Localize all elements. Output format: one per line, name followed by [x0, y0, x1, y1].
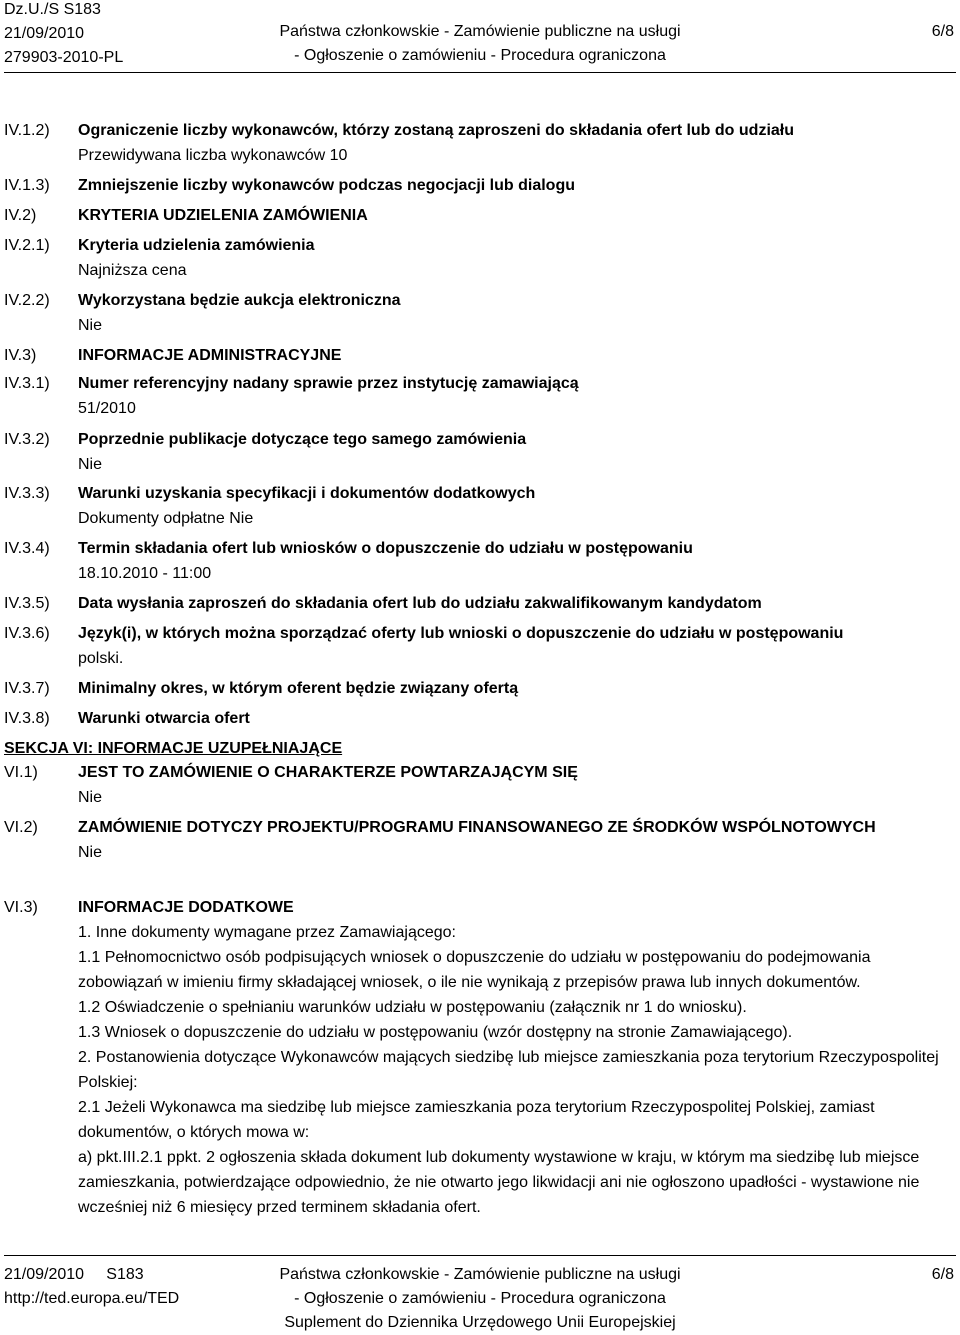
- clause-label: INFORMACJE DODATKOWE: [78, 899, 294, 916]
- clause-item: [0, 706, 960, 731]
- clause-item: [0, 815, 960, 865]
- clause-label: Warunki uzyskania specyfikacji i dokumentów dodatkowych: [78, 485, 536, 502]
- clause-number: IV.2.2): [4, 292, 50, 309]
- footer-title: Państwa członkowskie - Zamówienie publiczne na usługi: [279, 1266, 681, 1283]
- clause-item: [0, 173, 960, 198]
- page-number: 6/8: [931, 23, 954, 40]
- clause-value: Nie: [78, 844, 103, 861]
- clause-value: Dokumenty odpłatne Nie: [78, 510, 254, 527]
- clause-value: 1. Inne dokumenty wymagane przez Zamawiającego:: [78, 924, 456, 941]
- clause-item: [0, 760, 960, 810]
- clause-number: VI.3): [4, 899, 38, 916]
- clause-number: IV.3.1): [4, 375, 50, 392]
- header-divider: [4, 72, 956, 73]
- clause-number: IV.2.1): [4, 237, 50, 254]
- clause-value: Najniższa cena: [78, 262, 187, 279]
- footer-divider: [4, 1255, 956, 1256]
- clause-label: Kryteria udzielenia zamówienia: [78, 237, 315, 254]
- clause-value: Nie: [78, 789, 103, 806]
- clause-label: JEST TO ZAMÓWIENIE O CHARAKTERZE POWTARZAJĄCYM SIĘ: [78, 764, 578, 781]
- clause-label: Warunki otwarcia ofert: [78, 710, 250, 727]
- footer-subtitle: - Ogłoszenie o zamówieniu - Procedura ograniczona: [294, 1290, 666, 1307]
- clause-number: IV.3.4): [4, 540, 50, 557]
- clause-value: 2.1 Jeżeli Wykonawca ma siedzibę lub miejsce zamieszkania poza terytorium Rzeczypospolitej Polskiej, zamiast dokumentów, o których mowa w:: [78, 1099, 875, 1141]
- clause-number: VI.2): [4, 819, 38, 836]
- header-date: 21/09/2010: [4, 25, 85, 42]
- clause-number: IV.3): [4, 347, 37, 364]
- clause-item: [0, 895, 960, 1220]
- clause-label: Numer referencyjny nadany sprawie przez instytucję zamawiającą: [78, 375, 579, 392]
- clause-number: IV.1.2): [4, 122, 50, 139]
- footer-date-issue: 21/09/2010 S183: [4, 1266, 144, 1283]
- clause-label: INFORMACJE ADMINISTRACYJNE: [78, 347, 342, 364]
- clause-item: [0, 203, 960, 228]
- clause-label: Minimalny okres, w którym oferent będzie związany ofertą: [78, 680, 519, 697]
- clause-label: Poprzednie publikacje dotyczące tego samego zamówienia: [78, 431, 527, 448]
- clause-item: [0, 481, 960, 531]
- clause-item: [0, 427, 960, 477]
- clause-number: IV.3.8): [4, 710, 50, 727]
- clause-item: [0, 118, 960, 168]
- footer-supplement: Suplement do Dziennika Urzędowego Unii Europejskiej: [284, 1314, 676, 1331]
- clause-value: 51/2010: [78, 400, 136, 417]
- clause-number: IV.2): [4, 207, 37, 224]
- clause-item: [0, 233, 960, 283]
- clause-label: Język(i), w których można sporządzać oferty lub wnioski o dopuszczenie do udziału w postępowaniu: [78, 625, 844, 642]
- clause-item: [0, 536, 960, 586]
- clause-value: a) pkt.III.2.1 ppkt. 2 ogłoszenia składa dokument lub dokumenty wystawione w kraju, w którym ma siedzibę lub miejsce zamieszkania, potwierdzające odpowiednio, że nie otwarto jego likwidacji ani nie ogłoszono upadłości - wystawione nie wcześniej niż 6 miesięcy przed terminem składania ofert.: [78, 1149, 920, 1216]
- journal-ref: Dz.U./S S183: [4, 1, 101, 18]
- clause-item: [0, 621, 960, 671]
- clause-value: Nie: [78, 456, 103, 473]
- clause-item: [0, 371, 960, 421]
- footer-page-number: 6/8: [931, 1266, 954, 1283]
- clause-label: Zmniejszenie liczby wykonawców podczas negocjacji lub dialogu: [78, 177, 575, 194]
- clause-label: Ograniczenie liczby wykonawców, którzy zostaną zaproszeni do składania ofert lub do udziału: [78, 122, 794, 139]
- clause-value: 1.3 Wniosek o dopuszczenie do udziału w postępowaniu (wzór dostępny na stronie Zamawiającego).: [78, 1024, 793, 1041]
- clause-item: [0, 288, 960, 338]
- clause-number: IV.1.3): [4, 177, 50, 194]
- header-subtitle: - Ogłoszenie o zamówieniu - Procedura ograniczona: [294, 47, 666, 64]
- clause-value: 1.2 Oświadczenie o spełnianiu warunków udziału w postępowaniu (załącznik nr 1 do wniosku).: [78, 999, 747, 1016]
- notice-number: 279903-2010-PL: [4, 49, 124, 66]
- clause-number: IV.3.2): [4, 431, 50, 448]
- clause-item: [0, 591, 960, 616]
- clause-value: 2. Postanowienia dotyczące Wykonawców mających siedzibę lub miejsce zamieszkania poza terytorium Rzeczypospolitej Polskiej:: [78, 1049, 939, 1091]
- clause-value: Nie: [78, 317, 103, 334]
- clause-value: Przewidywana liczba wykonawców 10: [78, 147, 348, 164]
- clause-value: 1.1 Pełnomocnictwo osób podpisujących wniosek o dopuszczenie do udziału w postępowaniu do podejmowania zobowiązań w imieniu firmy składającej wniosek, o ile nie wynikają z przepisów prawa lub innych dokumentów.: [78, 949, 871, 991]
- footer-url[interactable]: http://ted.europa.eu/TED: [4, 1290, 180, 1307]
- clause-label: Data wysłania zaproszeń do składania ofert lub do udziału zakwalifikowanym kandydatom: [78, 595, 762, 612]
- clause-number: IV.3.5): [4, 595, 50, 612]
- clause-label: KRYTERIA UDZIELENIA ZAMÓWIENIA: [78, 207, 368, 224]
- clause-value: 18.10.2010 - 11:00: [78, 565, 212, 582]
- clause-item: [0, 343, 960, 368]
- clause-number: IV.3.6): [4, 625, 50, 642]
- section-heading: SEKCJA VI: INFORMACJE UZUPEŁNIAJĄCE: [4, 740, 343, 757]
- clause-item: [0, 676, 960, 701]
- clause-label: Termin składania ofert lub wniosków o dopuszczenie do udziału w postępowaniu: [78, 540, 693, 557]
- clause-label: Wykorzystana będzie aukcja elektroniczna: [78, 292, 401, 309]
- clause-number: IV.3.7): [4, 680, 50, 697]
- clause-value: polski.: [78, 650, 124, 667]
- clause-label: ZAMÓWIENIE DOTYCZY PROJEKTU/PROGRAMU FINANSOWANEGO ZE ŚRODKÓW WSPÓLNOTOWYCH: [78, 819, 876, 836]
- header-title: Państwa członkowskie - Zamówienie publiczne na usługi: [279, 23, 681, 40]
- clause-number: IV.3.3): [4, 485, 50, 502]
- clause-number: VI.1): [4, 764, 38, 781]
